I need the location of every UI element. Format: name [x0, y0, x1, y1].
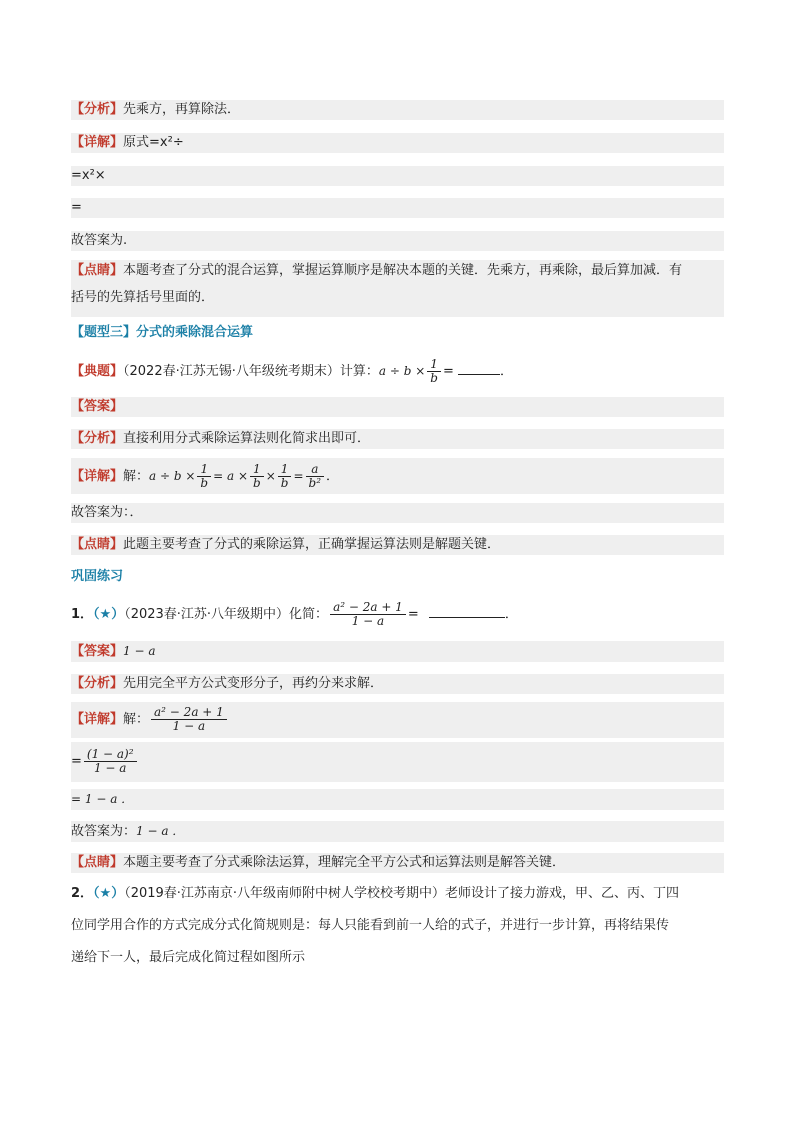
comment-row-1 — [71, 260, 724, 317]
detail-fraction-2 — [250, 463, 264, 490]
fraction-numerator: a² − 2a + 1 — [151, 706, 227, 720]
comment-line-2: 括号的先算括号里面的． — [71, 290, 215, 305]
detail-step-2-q1 — [71, 742, 724, 782]
fraction-denominator: b — [253, 476, 261, 490]
comment-tag: 【点睛】 — [71, 263, 124, 278]
detail-times: × — [265, 469, 276, 483]
detail-fraction — [151, 706, 227, 733]
fraction-numerator: a — [306, 463, 325, 477]
detail-end: ． — [326, 469, 340, 484]
conclusion-text: 故答案为：． — [71, 505, 143, 520]
detail-line-2 — [71, 166, 724, 186]
detail-tag: 【详解】 — [71, 135, 124, 150]
step-2-fraction — [84, 748, 137, 775]
conclusion-text: 故答案为. — [71, 233, 128, 248]
fraction-denominator: 1 − a — [93, 761, 127, 775]
conclusion-row-example — [71, 503, 724, 523]
analysis-text: 先乘方，再算除法． — [123, 102, 241, 117]
detail-prefix: 解： — [123, 469, 150, 484]
answer-row-example — [71, 397, 724, 417]
conclusion-row-q1 — [71, 821, 724, 842]
fraction-numerator: (1 − a)² — [84, 748, 137, 762]
example-source: （2022春·江苏无锡·八年级统考期末）计算： — [123, 364, 379, 379]
conclusion-prefix: 故答案为： — [71, 824, 137, 839]
detail-fraction-4 — [306, 463, 325, 490]
detail-text: 原式=x²÷ — [123, 135, 184, 150]
conclusion-value: 1 − a ． — [136, 824, 185, 838]
q1-period: ． — [504, 607, 518, 622]
comment-row-q1 — [71, 853, 724, 873]
detail-tag: 【详解】 — [71, 469, 124, 484]
example-tag: 【典题】 — [71, 364, 124, 379]
fraction-numerator: 1 — [250, 463, 264, 477]
fraction-denominator: b — [280, 476, 289, 490]
comment-text: 本题主要考查了分式乘除法运算，理解完全平方公式和运算法则是解答关键． — [123, 855, 566, 870]
analysis-tag: 【分析】 — [71, 431, 124, 446]
analysis-row-1 — [71, 100, 724, 120]
answer-text: 1 − a — [123, 644, 156, 658]
fraction-numerator: a² − 2a + 1 — [330, 601, 406, 615]
answer-row-q1 — [71, 641, 724, 662]
fraction-numerator: 1 — [197, 463, 211, 477]
answer-tag: 【答案】 — [71, 399, 124, 414]
detail-row-q1 — [71, 702, 724, 738]
detail-row-example — [71, 458, 724, 494]
comment-row-example — [71, 535, 724, 555]
analysis-tag: 【分析】 — [71, 676, 124, 691]
comment-line-1: 本题考查了分式的混合运算，掌握运算顺序是解决本题的关键．先乘方，再乘除，最后算加减．有 — [123, 263, 683, 278]
fraction-denominator: 1 − a — [172, 719, 206, 733]
q2-line-3: 递给下一人，最后完成化简过程如图所示 — [71, 950, 306, 965]
fraction-numerator: 1 — [278, 463, 292, 477]
analysis-row-q1 — [71, 674, 724, 694]
answer-blank — [458, 362, 500, 375]
example-fraction — [427, 358, 441, 385]
fraction-denominator: 1 − a — [351, 614, 385, 628]
detail-line-3 — [71, 198, 724, 218]
step-3-text: = 1 − a ． — [71, 792, 134, 806]
step-2-eq: = — [71, 754, 82, 769]
detail-step-3-q1 — [71, 789, 724, 810]
answer-tag: 【答案】 — [71, 644, 124, 659]
difficulty-star-icon: （★） — [93, 886, 125, 901]
comment-text: 此题主要考查了分式的乘除运算，正确掌握运算法则是解题关键． — [123, 537, 501, 552]
example-eq: = — [442, 364, 454, 379]
practice-title-text: 巩固练习 — [71, 569, 124, 584]
example-expr: a ÷ b × — [378, 364, 426, 378]
q1-number: 1． — [71, 607, 94, 622]
q2-line-1: （2019春·江苏南京·八年级南师附中树人学校校考期中）老师设计了接力游戏，甲、乙、丙、丁四 — [124, 886, 680, 901]
detail-prefix: 解： — [123, 712, 150, 727]
answer-blank — [429, 605, 505, 618]
detail-expr-1: a ÷ b × — [149, 469, 196, 483]
q2-number: 2． — [71, 886, 94, 901]
analysis-row-example — [71, 429, 724, 449]
q2-line-2: 位同学用合作的方式完成分式化简规则是：每人只能看到前一人给的式子，并进行一步计算，再将结果传 — [71, 918, 670, 933]
detail-expr-2: = a × — [213, 469, 249, 483]
q1-source: （2023春·江苏·八年级期中）化简： — [124, 607, 329, 622]
question-1 — [71, 597, 724, 633]
detail-line-2-text: =x²× — [71, 168, 106, 183]
q1-eq: = — [407, 607, 419, 622]
section-title-text: 【题型三】分式的乘除混合运算 — [71, 325, 254, 340]
comment-tag: 【点睛】 — [71, 537, 124, 552]
q1-fraction — [330, 601, 406, 628]
practice-title — [71, 567, 724, 587]
analysis-tag: 【分析】 — [71, 102, 124, 117]
fraction-denominator: b² — [308, 476, 322, 490]
analysis-text: 直接利用分式乘除运算法则化简求出即可． — [123, 431, 371, 446]
detail-row-1 — [71, 133, 724, 153]
detail-fraction-3 — [278, 463, 292, 490]
detail-tag: 【详解】 — [71, 712, 124, 727]
example-period: ． — [500, 364, 514, 379]
fraction-denominator: b — [200, 476, 209, 490]
detail-line-3-text: = — [71, 200, 82, 215]
difficulty-star-icon: （★） — [93, 607, 125, 622]
fraction-numerator: 1 — [427, 358, 441, 372]
section-title — [71, 323, 724, 343]
fraction-denominator: b — [430, 371, 438, 385]
comment-tag: 【点睛】 — [71, 855, 124, 870]
detail-expr-3: = — [293, 469, 304, 483]
conclusion-row-1 — [71, 231, 724, 251]
detail-fraction-1 — [197, 463, 211, 490]
question-2 — [71, 884, 724, 968]
analysis-text: 先用完全平方公式变形分子，再约分来求解． — [123, 676, 384, 691]
example-question — [71, 355, 724, 387]
